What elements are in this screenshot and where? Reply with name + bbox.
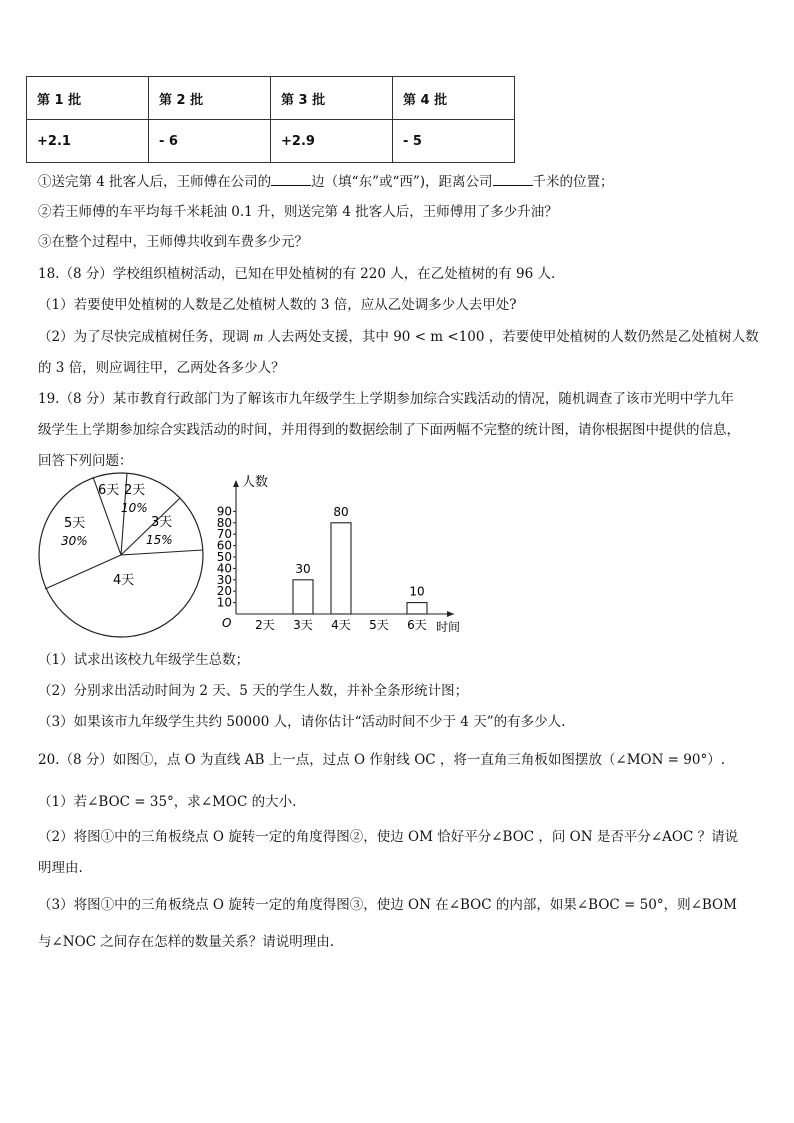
q20-line1: 20.（8 分）如图①，点 O 为直线 AB 上一点，过点 O 作射线 OC ，将一直角三角板如图摆放（∠MON = 90°）.: [38, 752, 726, 768]
x-tick-label: 4天: [331, 618, 351, 632]
bar: [293, 580, 313, 614]
q17-part1-text-c: 千米的位置；: [532, 174, 614, 190]
x-tick-label: 3天: [293, 618, 313, 632]
pie-chart: [36, 472, 206, 642]
x-axis-label: 时间: [436, 620, 461, 634]
x-tick-label: 5天: [369, 618, 389, 632]
pie-pct-3: 15%: [146, 533, 173, 547]
bar-data-label: 30: [295, 561, 311, 576]
bar: [331, 523, 351, 614]
q17-part3: ③在整个过程中，王师傅共收到车费多少元？: [38, 234, 308, 250]
q20-part2-line1: （2）将图①中的三角板绕点 O 旋转一定的角度得图②，使边 OM 恰好平分∠BOC ，问 ON 是否平分∠AOC ？请说: [38, 829, 739, 845]
y-tick-label: 20: [216, 584, 232, 599]
answer-blank[interactable]: [271, 173, 311, 186]
q18-part2-line1: [38, 325, 759, 345]
batch-table: [26, 76, 515, 163]
table-header-row: [27, 77, 515, 120]
pie-label-3: 3天: [151, 515, 173, 530]
y-tick-label: 30: [216, 572, 232, 587]
q19-part1: （1）试求出该校九年级学生总数；: [38, 652, 250, 668]
answer-blank[interactable]: [493, 173, 533, 186]
bar-data-label: 80: [333, 504, 349, 519]
x-tick-label: 6天: [407, 618, 427, 632]
bar-chart-group: [217, 474, 460, 634]
y-tick-label: 10: [216, 595, 232, 610]
y-axis-arrow: [233, 480, 239, 487]
pie-label-5: 5天: [64, 516, 86, 531]
table-header-cell: 第 3 批: [271, 77, 393, 120]
table-value-cell: +2.1: [27, 120, 149, 163]
bar-chart: [206, 470, 476, 640]
q18-part2-text-b: 人去两处支援，其中 90 < m <100 ，若要使甲处植树的人数仍然是乙处植树人数: [263, 329, 759, 345]
table-header-cell: 第 1 批: [27, 77, 149, 120]
q18-part2-text-a: （2）为了尽快完成植树任务，现调: [38, 329, 254, 345]
table-value-row: [27, 120, 515, 163]
table-value-cell: - 6: [149, 120, 271, 163]
y-tick-label: 60: [216, 538, 232, 553]
table-header-cell: 第 2 批: [149, 77, 271, 120]
q19-line2: 级学生上学期参加综合实践活动的时间，并用得到的数据绘制了下面两幅不完整的统计图，请你根据图中提供的信息，: [38, 422, 740, 438]
bar: [407, 603, 427, 614]
y-tick-label: 70: [216, 527, 232, 542]
q18-part1: （1）若要使甲处植树的人数是乙处植树人数的 3 倍，应从乙处调多少人去甲处?: [38, 297, 517, 313]
q17-part2: ②若王师傅的车平均每千米耗油 0.1 升，则送完第 4 批客人后，王师傅用了多少升油？: [38, 204, 558, 220]
q20-part3-line1: （3）将图①中的三角板绕点 O 旋转一定的角度得图③，使边 ON 在∠BOC 的内部，如果∠BOC = 50°，则∠BOM: [38, 897, 737, 913]
x-axis-arrow: [447, 611, 454, 617]
q18-part2-line2: 的 3 倍，则应调往甲，乙两处各多少人？: [38, 360, 285, 376]
y-tick-label: 80: [216, 515, 232, 530]
q17-part1-text-b: 边（填“东”或“西”)，距离公司: [311, 174, 493, 190]
q20-part2-line2: 明理由.: [38, 860, 83, 876]
pie-pct-2: 10%: [121, 501, 148, 515]
variable-m: m: [253, 329, 264, 344]
q19-part3: （3）如果该市九年级学生共约 50000 人，请你估计“活动时间不少于 4 天”的有多少人.: [38, 714, 566, 730]
pie-pct-5: 30%: [61, 534, 88, 548]
table-value-cell: +2.9: [271, 120, 393, 163]
y-tick-label: 50: [216, 550, 232, 564]
table-value-cell: - 5: [393, 120, 515, 163]
table-header-cell: 第 4 批: [393, 77, 515, 120]
pie-boundary-3-4: [121, 550, 203, 555]
q20-part3-line2: 与∠NOC 之间存在怎样的数量关系？请说明理由.: [38, 934, 335, 950]
q17-part1-text-a: ①送完第 4 批客人后，王师傅在公司的: [38, 174, 272, 190]
q19-line3: 回答下列问题：: [38, 453, 133, 469]
x-tick-label: 2天: [255, 618, 275, 632]
pie-label-2: 2天: [124, 483, 146, 498]
q19-part2: （2）分别求出活动时间为 2 天、5 天的学生人数，并补全条形统计图；: [38, 683, 469, 699]
y-tick-label: 90: [216, 504, 232, 519]
pie-boundary-4-5: [45, 555, 121, 589]
bar-data-label: 10: [409, 584, 425, 599]
y-tick-label: 40: [216, 561, 232, 576]
q20-part1: （1）若∠BOC = 35°，求∠MOC 的大小.: [38, 794, 297, 810]
q17-part1: [38, 170, 614, 190]
pie-label-4: 4天: [113, 573, 135, 588]
y-axis-label: 人数: [242, 475, 269, 490]
q19-line1: 19.（8 分）某市教育行政部门为了解该市九年级学生上学期参加综合实践活动的情况，随机调查了该市光明中学九年: [38, 391, 734, 407]
q18-heading: 18.（8 分）学校组织植树活动，已知在甲处植树的有 220 人，在乙处植树的有 96 人.: [38, 266, 556, 282]
origin-label: O: [222, 616, 232, 630]
pie-label-6: 6天: [98, 483, 120, 498]
